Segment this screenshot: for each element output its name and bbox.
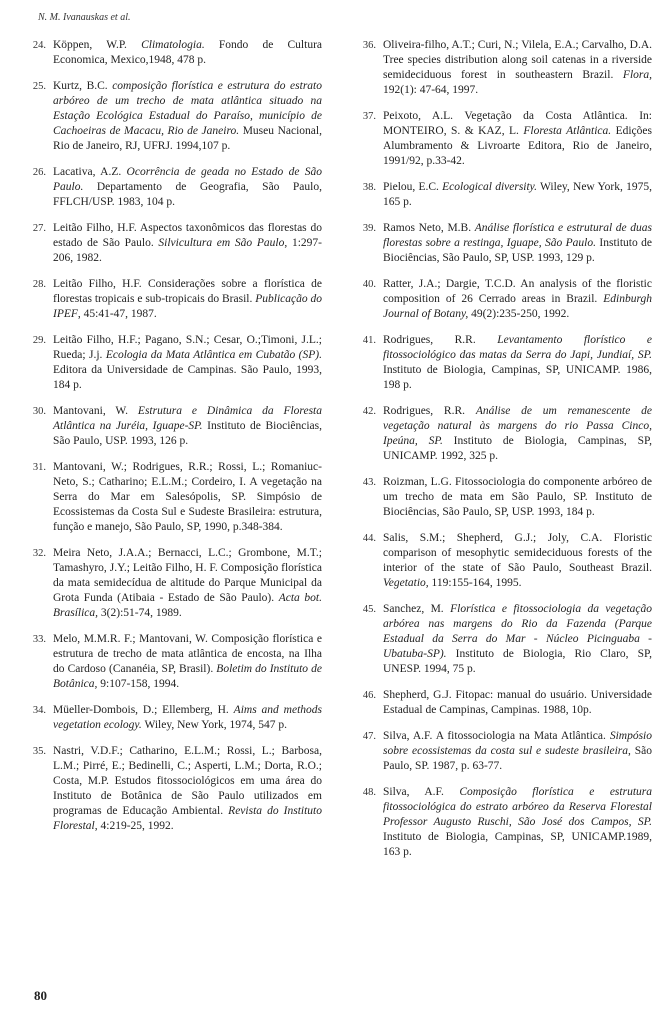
reference-segment: 119:155-164, 1995. — [428, 577, 522, 589]
reference-text — [53, 165, 322, 210]
reference-number: 38. — [362, 182, 376, 193]
reference-number: 35. — [32, 746, 46, 757]
reference-text — [383, 688, 652, 718]
reference-title: Ecological diversity. — [442, 181, 538, 193]
reference-segment: , 4:219-25, 1992. — [94, 820, 174, 832]
reference-title: Análise de um remanescente de vegetação natural às margens do rio Passa Cinco, Ipeúna, SP. — [383, 405, 652, 447]
reference-title: Simpósio sobre ecossistemas da costa sul e sudeste brasileira — [383, 730, 652, 757]
reference-text — [383, 277, 652, 322]
reference-title: Aims and methods vegetation ecology. — [53, 704, 322, 731]
reference-segment: Wiley, New York, 1975, 165 p. — [383, 181, 652, 208]
reference-text — [383, 404, 652, 464]
reference-item — [352, 333, 652, 393]
reference-segment: Meira Neto, J.A.A.; Bernacci, L.C.; Grombone, M.T.; Tamashyro, J.Y.; Leitão Filho, H. F. Composição florística da mata semidecídua de altitude do Parque Municipal da Grota Funda (Atibaia - Estado de São Paulo). — [53, 547, 322, 604]
reference-item — [22, 165, 322, 210]
reference-number: 37. — [362, 111, 376, 122]
page-number: 80 — [34, 988, 47, 1003]
reference-item — [22, 460, 322, 535]
reference-text — [383, 221, 652, 266]
reference-title: Floresta Atlântica. — [523, 125, 612, 137]
reference-segment: Leitão Filho, H.F. Aspectos taxonômicos das florestas do estado de São Paulo. — [53, 222, 322, 249]
references-column-right — [352, 38, 652, 871]
reference-segment: Melo, M.M.R. F.; Mantovani, W. Composição florística e estrutura de trecho de mata atlântica de encosta, na Ilha do Cardoso (Cananéia, SP, Brasil). — [53, 633, 322, 675]
reference-segment: Ratter, J.A.; Dargie, T.C.D. An analysis of the floristic composition of 26 Cerrado areas in Brazil. — [383, 278, 652, 305]
reference-title: Publicação do IPEF — [53, 293, 322, 320]
reference-number: 43. — [362, 477, 376, 488]
reference-number: 42. — [362, 406, 376, 417]
reference-text — [383, 180, 652, 210]
reference-text — [53, 404, 322, 449]
reference-segment: Nastri, V.D.F.; Catharino, E.L.M.; Rossi, L.; Barbosa, L.M.; Pirré, E.; Bedinelli, C.; Asperti, L.M.; Dorta, R.O.; Costa, M.P. Estudos fitossociológicos em uma área do Instituto de Botânica de São Paulo utilizados em programas de Educação Ambiental. — [53, 745, 322, 817]
reference-title: Vegetatio, — [383, 577, 429, 589]
reference-item — [22, 38, 322, 68]
reference-segment: , São Paulo, SP. 1987, p. 63-77. — [383, 745, 653, 772]
reference-item — [22, 703, 322, 733]
reference-segment: Wiley, New York, 1974, 547 p. — [141, 719, 287, 731]
reference-title: Revista do Instituto Florestal — [53, 805, 323, 832]
reference-number: 31. — [32, 462, 46, 473]
reference-item — [352, 180, 652, 210]
reference-text — [53, 703, 322, 733]
reference-title: Edinburgh Journal of Botany, — [383, 293, 652, 320]
reference-number: 30. — [32, 406, 46, 417]
reference-text — [53, 79, 322, 154]
reference-number: 47. — [362, 731, 376, 742]
reference-segment: Instituto de Biologia, Campinas, SP, UNICAMP. 1986, 198 p. — [383, 364, 652, 391]
reference-segment: Ramos Neto, M.B. — [383, 222, 475, 234]
reference-title: Florística e fitossociologia da vegetação arbórea nas margens do Rio da Fazenda (Parque Estadual da Serra do Mar - Núcleo Picinguaba - Ubatuba-SP). — [383, 603, 652, 660]
reference-text — [53, 38, 322, 68]
reference-item — [22, 221, 322, 266]
reference-text — [53, 632, 322, 692]
reference-segment: Kurtz, B.C. — [53, 80, 113, 92]
reference-number: 33. — [32, 634, 46, 645]
reference-segment: Rodrigues, R.R. — [383, 334, 498, 346]
reference-segment: Leitão Filho, H.F.; Pagano, S.N.; Cesar, O.;Timoni, J.L.; Rueda; J.j. — [53, 334, 322, 361]
reference-number: 48. — [362, 787, 376, 798]
reference-title: Estrutura e Dinâmica da Floresta Atlântica na Juréia, Iguape-SP. — [53, 405, 323, 432]
reference-number: 26. — [32, 167, 46, 178]
reference-text — [53, 333, 322, 393]
reference-segment: Köppen, W.P. — [53, 39, 142, 51]
reference-text — [53, 744, 322, 834]
reference-title: Silvicultura em São Paulo — [158, 237, 285, 249]
reference-title: composição florística e estrutura do estrato arbóreo de um trecho de mata atlântica situado na Estação Ecológica Estadual do Paraíso, município de Cachoeiras de Macacu, Rio de Janeiro. — [53, 80, 322, 137]
reference-text — [53, 546, 322, 621]
reference-title: Ocorrência de geada no Estado de São Paulo. — [53, 166, 322, 193]
reference-number: 46. — [362, 690, 376, 701]
reference-segment: Sanchez, M. — [383, 603, 451, 615]
reference-segment: Departamento de Geografia, São Paulo, FFLCH/USP. 1983, 104 p. — [53, 181, 322, 208]
reference-segment: 9:107-158, 1994. — [97, 678, 180, 690]
reference-segment: Shepherd, G.J. Fitopac: manual do usuário. Universidade Estadual de Campinas, Campinas. 1988, 10p. — [383, 689, 652, 716]
reference-number: 27. — [32, 223, 46, 234]
reference-segment: Instituto de Biociências, São Paulo, SP, USP. 1993, 129 p. — [383, 237, 652, 264]
reference-number: 28. — [32, 279, 46, 290]
reference-item — [352, 221, 652, 266]
reference-segment: Editora da Universidade de Campinas. São Paulo, 1993, 184 p. — [53, 364, 322, 391]
reference-segment: 3(2):51-74, 1989. — [98, 607, 182, 619]
reference-segment: Edições Alumbramento & Livroarte Editora, Rio de Janeiro, 1991/92, p.33-42. — [383, 125, 652, 167]
reference-item — [22, 744, 322, 834]
reference-number: 41. — [362, 335, 376, 346]
reference-segment: Instituto de Biociências, São Paulo, USP. 1993, 126 p. — [53, 420, 322, 447]
reference-number: 40. — [362, 279, 376, 290]
reference-item — [352, 109, 652, 169]
reference-title: Boletim do Instituto de Botânica, — [53, 663, 322, 690]
reference-title: Flora, — [622, 69, 652, 81]
reference-segment: Rodrigues, R.R. — [383, 405, 476, 417]
running-head: N. M. Ivanauskas et al. — [38, 12, 131, 23]
reference-segment: Mantovani, W.; Rodrigues, R.R.; Rossi, L.; Romaniuc-Neto, S.; Catharino; E.L.M.; Cordeiro, I. A vegetação na Serra do Mar em Salesópolis, SP. Simpósio de Ecossistemas da Costa Sul e Sudeste Brasileira: estrutura, função e manejo, São Paulo, SP, 1990, p.348-384. — [53, 461, 322, 533]
reference-item — [352, 531, 652, 591]
reference-segment: 192(1): 47-64, 1997. — [383, 84, 479, 96]
reference-text — [383, 475, 652, 520]
reference-segment: Leitão Filho, H.F. Considerações sobre a florística de florestas tropicais e sub-tropicais do Brasil. — [53, 278, 322, 305]
reference-item — [22, 546, 322, 621]
reference-item — [22, 79, 322, 154]
reference-item — [22, 277, 322, 322]
reference-text — [383, 602, 652, 677]
references-column-left — [22, 38, 322, 845]
reference-text — [383, 531, 652, 591]
reference-segment: , 45:41-47, 1987. — [77, 308, 157, 320]
reference-segment: Silva, A.F. — [383, 786, 460, 798]
reference-item — [22, 333, 322, 393]
reference-segment: Instituto de Biologia, Campinas, SP, UNICAMP.1989, 163 p. — [383, 831, 652, 858]
reference-number: 39. — [362, 223, 376, 234]
reference-segment: Fondo de Cultura Economica, Mexico,1948, 478 p. — [53, 39, 323, 66]
reference-number: 29. — [32, 335, 46, 346]
reference-item — [22, 632, 322, 692]
reference-number: 32. — [32, 548, 46, 559]
reference-item — [22, 404, 322, 449]
reference-text — [53, 221, 322, 266]
reference-segment: , 1:297-206, 1982. — [53, 237, 322, 264]
reference-item — [352, 688, 652, 718]
reference-segment: Mantovani, W. — [53, 405, 138, 417]
reference-title: Acta bot. Brasílica, — [53, 592, 322, 619]
reference-title: Levantamento florístico e fitossociológico das matas da Serra do Japi, Jundiaí, SP. — [383, 334, 652, 361]
reference-title: Ecologia da Mata Atlântica em Cubatão (SP). — [105, 349, 322, 361]
reference-text — [53, 277, 322, 322]
reference-number: 25. — [32, 81, 46, 92]
reference-segment: Müeller-Dombois, D.; Ellemberg, H. — [53, 704, 234, 716]
reference-segment: Silva, A.F. A fitossociologia na Mata Atlântica. — [383, 730, 610, 742]
reference-text — [383, 333, 652, 393]
reference-title: Climatologia. — [141, 39, 205, 51]
reference-item — [352, 38, 652, 98]
reference-segment: Peixoto, A.L. Vegetação da Costa Atlântica. In: MONTEIRO, S. & KAZ, L. — [383, 110, 652, 137]
reference-title: Análise florística e estrutural de duas florestas sobre a restinga, Iguape, São Paulo. — [383, 222, 652, 249]
reference-item — [352, 602, 652, 677]
reference-segment: Instituto de Biologia, Campinas, SP, UNICAMP. 1992, 325 p. — [383, 435, 652, 462]
reference-segment: Lacativa, A.Z. — [53, 166, 127, 178]
reference-segment: 49(2):235-250, 1992. — [468, 308, 570, 320]
reference-text — [383, 38, 652, 98]
reference-number: 45. — [362, 604, 376, 615]
reference-text — [53, 460, 322, 535]
reference-number: 44. — [362, 533, 376, 544]
reference-number: 36. — [362, 40, 376, 51]
reference-segment: Pielou, E.C. — [383, 181, 443, 193]
reference-item — [352, 404, 652, 464]
reference-item — [352, 785, 652, 860]
reference-title: Composição florística e estrutura fitossociológica do estrato arbóreo da Reserva Florestal Professor Augusto Ruschi, São José dos Campos, SP. — [383, 786, 652, 828]
reference-item — [352, 277, 652, 322]
reference-segment: Salis, S.M.; Shepherd, G.J.; Joly, C.A. Floristic comparison of mesophytic semideciduous forests of the interior of the state of São Paulo, Southeast Brazil. — [383, 532, 652, 574]
reference-segment: Instituto de Biologia, Rio Claro, SP, UNESP. 1994, 75 p. — [383, 648, 652, 675]
reference-number: 34. — [32, 705, 46, 716]
reference-text — [383, 785, 652, 860]
reference-segment: Oliveira-filho, A.T.; Curi, N.; Vilela, E.A.; Carvalho, D.A. Tree species distribution along soil catenas in a riverside semideciduous forest in southeastern Brazil. — [383, 39, 652, 81]
reference-item — [352, 729, 652, 774]
reference-text — [383, 729, 652, 774]
reference-item — [352, 475, 652, 520]
reference-segment: Museu Nacional, Rio de Janeiro, RJ, UFRJ. 1994,107 p. — [53, 125, 322, 152]
reference-number: 24. — [32, 40, 46, 51]
reference-text — [383, 109, 652, 169]
reference-segment: Roizman, L.G. Fitossociologia do componente arbóreo de um trecho de mata em São Paulo, SP. Instituto de Biociências, São Paulo, SP, USP. 1993, 184 p. — [383, 476, 652, 518]
